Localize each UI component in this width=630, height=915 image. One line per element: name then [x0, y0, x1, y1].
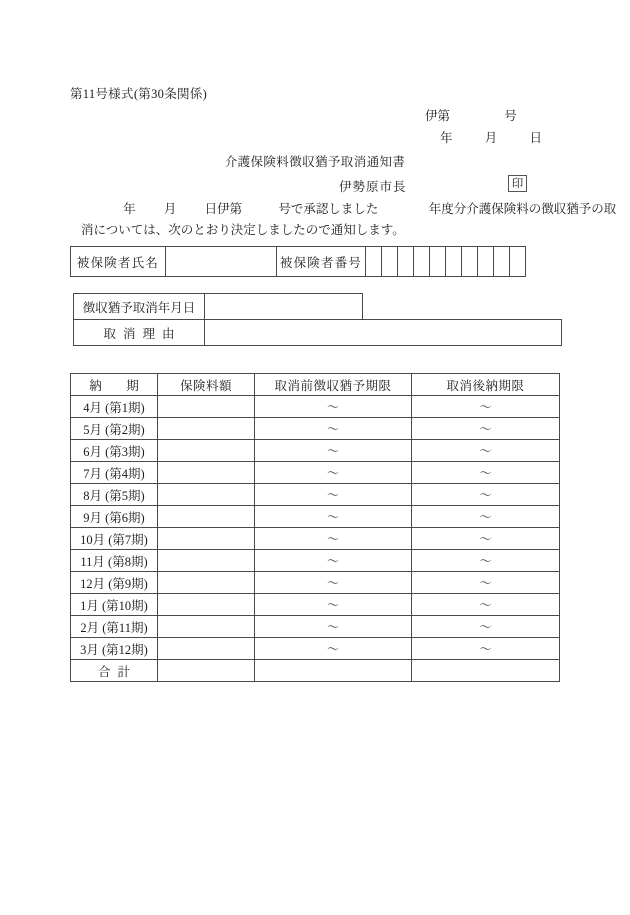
premium-amount-cell[interactable] [158, 594, 255, 616]
body-paragraph [70, 199, 617, 241]
body-line-1 [70, 199, 617, 220]
after-deadline-cell[interactable]: 〜 [412, 594, 560, 616]
table-row [71, 484, 560, 506]
table-row [71, 462, 560, 484]
insured-number-digit-5[interactable] [430, 247, 446, 277]
cancellation-reason-field[interactable] [205, 320, 562, 346]
body-line-2: 消については、次のとおり決定しましたので通知します。 [81, 223, 405, 237]
term-label: 12月 (第9期) [71, 572, 158, 594]
term-label: 11月 (第8期) [71, 550, 158, 572]
insured-number-digit-1[interactable] [366, 247, 382, 277]
column-header-term: 納 期 [71, 374, 158, 396]
before-deadline-cell[interactable]: 〜 [255, 484, 412, 506]
premium-amount-cell[interactable] [158, 506, 255, 528]
premium-amount-cell[interactable] [158, 396, 255, 418]
after-deadline-cell[interactable]: 〜 [412, 550, 560, 572]
table-row [71, 506, 560, 528]
after-deadline-cell[interactable]: 〜 [412, 572, 560, 594]
issue-date-year: 年 [440, 131, 453, 145]
after-deadline-cell[interactable]: 〜 [412, 616, 560, 638]
approval-year: 年 [123, 202, 136, 216]
after-deadline-cell[interactable]: 〜 [412, 528, 560, 550]
before-deadline-cell[interactable]: 〜 [255, 616, 412, 638]
total-amount-cell[interactable] [158, 660, 255, 682]
table-row [71, 440, 560, 462]
premium-amount-cell[interactable] [158, 462, 255, 484]
insured-number-digit-4[interactable] [414, 247, 430, 277]
cancellation-details-table [73, 293, 562, 346]
insured-name-label: 被保険者氏名 [71, 247, 166, 277]
premium-amount-cell[interactable] [158, 484, 255, 506]
before-deadline-cell[interactable]: 〜 [255, 506, 412, 528]
table-row [74, 320, 562, 346]
after-deadline-cell[interactable]: 〜 [412, 506, 560, 528]
insured-number-digit-9[interactable] [494, 247, 510, 277]
document-number-suffix: 号 [504, 109, 517, 123]
term-label: 5月 (第2期) [71, 418, 158, 440]
form-number: 第11号様式(第30条関係) [70, 87, 208, 101]
issue-date-line [440, 128, 542, 146]
before-deadline-cell[interactable]: 〜 [255, 418, 412, 440]
term-label: 7月 (第4期) [71, 462, 158, 484]
insured-number-digit-2[interactable] [382, 247, 398, 277]
before-deadline-cell[interactable]: 〜 [255, 594, 412, 616]
table-row [71, 616, 560, 638]
total-label: 合計 [71, 660, 158, 682]
cancellation-date-label: 徴収猶予取消年月日 [74, 294, 205, 320]
premium-amount-cell[interactable] [158, 418, 255, 440]
term-label: 10月 (第7期) [71, 528, 158, 550]
insured-number-digit-8[interactable] [478, 247, 494, 277]
seal-stamp-box: 印 [508, 175, 527, 192]
after-deadline-cell[interactable]: 〜 [412, 484, 560, 506]
term-label: 9月 (第6期) [71, 506, 158, 528]
premium-amount-cell[interactable] [158, 550, 255, 572]
page-title: 介護保険料徴収猶予取消通知書 [224, 155, 406, 169]
after-deadline-cell[interactable]: 〜 [412, 396, 560, 418]
after-deadline-cell[interactable]: 〜 [412, 638, 560, 660]
column-header-premium: 保険料額 [158, 374, 255, 396]
insured-person-table [70, 246, 526, 277]
table-row [74, 294, 562, 320]
term-label: 2月 (第11期) [71, 616, 158, 638]
cancellation-date-spacer [363, 294, 562, 320]
term-label: 4月 (第1期) [71, 396, 158, 418]
before-deadline-cell[interactable]: 〜 [255, 638, 412, 660]
installment-schedule-table [70, 373, 560, 682]
insured-name-field[interactable] [166, 247, 277, 277]
total-after-cell [412, 660, 560, 682]
approval-day-prefix: 日伊第 [204, 202, 243, 216]
premium-amount-cell[interactable] [158, 440, 255, 462]
before-deadline-cell[interactable]: 〜 [255, 440, 412, 462]
after-deadline-cell[interactable]: 〜 [412, 440, 560, 462]
body-line-1-tail: 年度分介護保険料の徴収猶予の取 [428, 202, 617, 216]
cancellation-date-field[interactable] [205, 294, 363, 320]
premium-amount-cell[interactable] [158, 528, 255, 550]
insured-number-label: 被保険者番号 [277, 247, 366, 277]
issue-date-month: 月 [484, 131, 498, 145]
cancellation-reason-label: 取消理由 [74, 320, 205, 346]
term-label: 3月 (第12期) [71, 638, 158, 660]
premium-amount-cell[interactable] [158, 616, 255, 638]
document-number-line [425, 106, 517, 124]
table-row [71, 638, 560, 660]
before-deadline-cell[interactable]: 〜 [255, 462, 412, 484]
insured-number-digit-3[interactable] [398, 247, 414, 277]
document-number-prefix: 伊第 [425, 109, 451, 123]
table-row [71, 418, 560, 440]
column-header-after-deadline: 取消後納期限 [412, 374, 560, 396]
insured-number-digit-10[interactable] [510, 247, 526, 277]
before-deadline-cell[interactable]: 〜 [255, 528, 412, 550]
total-before-cell [255, 660, 412, 682]
table-row [71, 594, 560, 616]
term-label: 1月 (第10期) [71, 594, 158, 616]
table-row [71, 247, 526, 277]
approval-month: 月 [163, 202, 177, 216]
issue-date-day: 日 [529, 131, 543, 145]
table-row [71, 396, 560, 418]
before-deadline-cell[interactable]: 〜 [255, 396, 412, 418]
approval-number-text: 号で承認しました [278, 202, 379, 216]
table-row [71, 550, 560, 572]
before-deadline-cell[interactable]: 〜 [255, 550, 412, 572]
table-total-row [71, 660, 560, 682]
column-header-before-deadline: 取消前徴収猶予期限 [255, 374, 412, 396]
after-deadline-cell[interactable]: 〜 [412, 418, 560, 440]
insured-number-digit-7[interactable] [462, 247, 478, 277]
before-deadline-cell[interactable]: 〜 [255, 572, 412, 594]
premium-amount-cell[interactable] [158, 638, 255, 660]
issuer-name: 伊勢原市長 [339, 180, 407, 194]
table-header-row [71, 374, 560, 396]
table-row [71, 572, 560, 594]
insured-number-digit-6[interactable] [446, 247, 462, 277]
after-deadline-cell[interactable]: 〜 [412, 462, 560, 484]
term-label: 6月 (第3期) [71, 440, 158, 462]
premium-amount-cell[interactable] [158, 572, 255, 594]
table-row [71, 528, 560, 550]
term-label: 8月 (第5期) [71, 484, 158, 506]
